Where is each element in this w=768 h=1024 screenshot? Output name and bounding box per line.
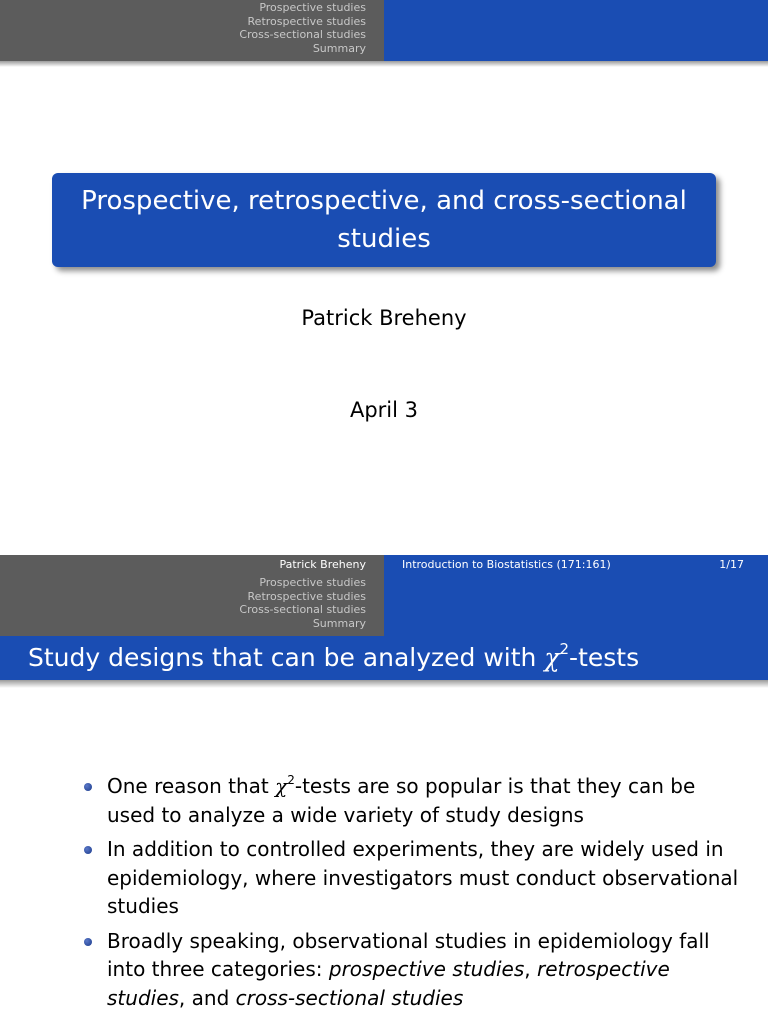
presentation-title-line1: Prospective, retrospective, and cross-sectional <box>81 186 687 216</box>
footer-page-number: 1/17 <box>719 558 744 571</box>
presentation-title-box <box>52 173 716 267</box>
nav-cross-sectional-studies[interactable]: Cross-sectional studies <box>239 28 366 42</box>
nav-summary[interactable]: Summary <box>312 42 366 56</box>
list-item <box>84 772 744 829</box>
bullet1-text-cont: -tests are so popular is that they can be used to analyze a wide variety of study designs <box>107 774 696 827</box>
term-prospective: prospective studies <box>328 957 525 981</box>
bullet3-sep1: , <box>524 957 537 981</box>
presentation-title-line2: studies <box>337 224 431 254</box>
section-nav <box>0 0 384 61</box>
term-cross-sectional: cross-sectional studies <box>235 985 464 1010</box>
bullet2-text: In addition to controlled experiments, they are widely used in epidemiology, where investigators must conduct observational studies <box>107 837 739 918</box>
footer-author: Patrick Breheny <box>0 555 384 575</box>
bullet-icon <box>84 846 92 854</box>
slide1-footer <box>0 555 768 575</box>
section-nav <box>0 575 384 636</box>
header-blue-panel <box>384 0 768 61</box>
nav-cross-sectional-studies[interactable]: Cross-sectional studies <box>239 603 366 617</box>
list-item <box>84 835 744 921</box>
frame-title-shadow <box>0 680 768 688</box>
bullet1-text: One reason that <box>107 774 276 798</box>
footer-course: Introduction to Biostatistics (171:161) <box>402 558 611 571</box>
bullet3-sep2: , and <box>178 985 236 1010</box>
slide1-header-nav <box>0 0 768 61</box>
nav-retrospective-studies[interactable]: Retrospective studies <box>247 589 366 603</box>
header-blue-panel <box>384 575 768 636</box>
superscript-two: 2 <box>559 640 570 658</box>
frame-title <box>0 636 768 680</box>
nav-summary[interactable]: Summary <box>312 617 366 631</box>
footer-course-panel <box>384 555 768 575</box>
bullet-icon <box>84 938 92 946</box>
nav-retrospective-studies[interactable]: Retrospective studies <box>247 14 366 28</box>
nav-prospective-studies[interactable]: Prospective studies <box>259 1 366 14</box>
list-item <box>84 927 744 1013</box>
frame-title-suffix: -tests <box>569 643 640 672</box>
bullet-icon <box>84 783 92 791</box>
author-name: Patrick Breheny <box>301 306 467 330</box>
superscript-two: 2 <box>287 773 295 787</box>
term-retrospective: retrospective studies <box>107 957 670 1010</box>
bullet-list <box>84 772 744 1018</box>
chi-symbol: χ <box>544 643 560 672</box>
bullet3-text: Broadly speaking, observational studies in epidemiology fall into three categories: <box>107 928 710 981</box>
chi-symbol: χ <box>275 774 288 798</box>
header-shadow <box>0 61 768 67</box>
slide2-header-nav <box>0 575 768 636</box>
presentation-date: April 3 <box>349 398 419 422</box>
nav-prospective-studies[interactable]: Prospective studies <box>259 576 366 589</box>
frame-title-text: Study designs that can be analyzed with <box>28 643 545 672</box>
